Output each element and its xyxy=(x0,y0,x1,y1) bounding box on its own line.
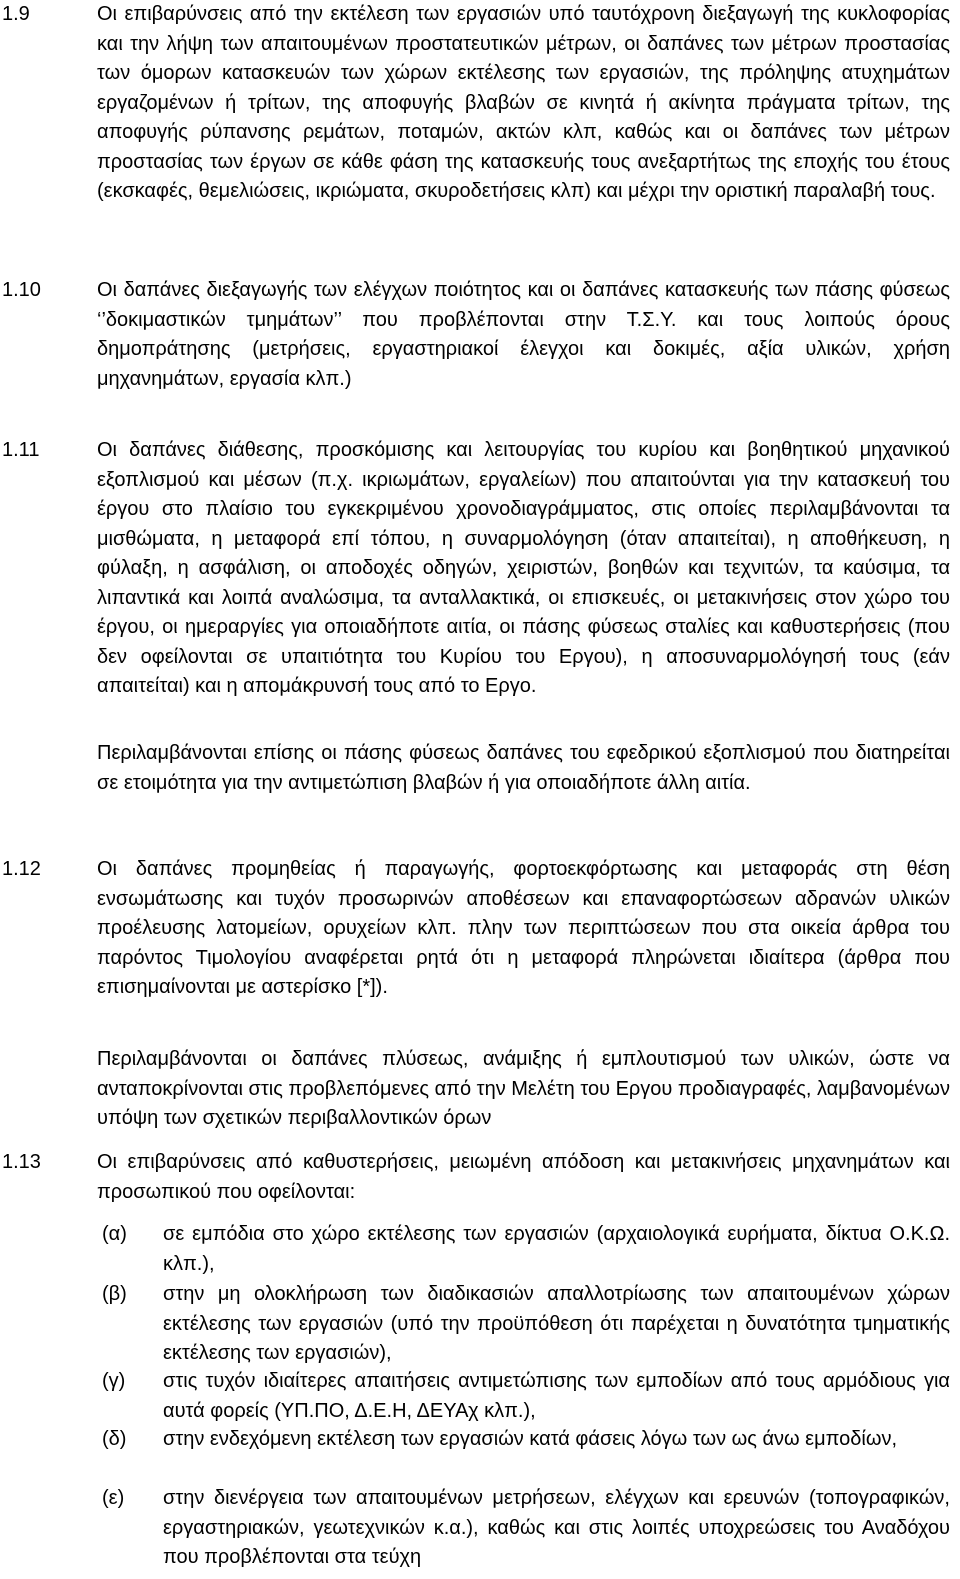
clause-paragraph: Περιλαμβάνονται επίσης οι πάσης φύσεως δαπάνες του εφεδρικού εξοπλισμού που διατηρείται σε ετοιμότητα για την αντιμετώπιση βλαβών ή για οποιαδήποτε άλλη αιτία. xyxy=(97,742,950,794)
clause-paragraph: Οι δαπάνες διάθεσης, προσκόμισης και λειτουργίας του κυρίου και βοηθητικού μηχανικού εξοπλισμού και μέσων (π.χ. ικριωμάτων, εργαλείων) που απαιτούνται για την κατασκευή του έργου στο πλαίσιο του εγκεκριμένου χρονοδιαγράμματος, στις οποίες περιλαμβάνονται τα μισθώματα, η μεταφορά επί τόπου, η συναρμολόγηση (όταν απαιτείται), η αποθήκευση, η φύλαξη, η ασφάλιση, οι αποδοχές οδηγών, χειριστών, βοηθών και τεχνιτών, τα καύσιμα, τα λιπαντικά και λοιπά αναλώσιμα, τα ανταλλακτικά, οι επισκευές, οι μετακινήσεις στον χώρο του έργου, οι ημεραργίες για οποιαδήποτε αιτία, οι πάσης φύσεως σταλίες και καθυστερήσεις (που δεν οφείλονται σε υπαιτιότητα του Κυρίου του Εργου), η αποσυναρμολόγησή τους (εάν απαιτείται) και η απομάκρυνσή τους από το Εργο. xyxy=(97,439,950,697)
clause-paragraph: Περιλαμβάνονται οι δαπάνες πλύσεως, ανάμιξης ή εμπλουτισμού των υλικών, ώστε να ανταποκρίνονται στις προβλεπόμενες από την Μελέτη του Εργου προδιαγραφές, λαμβανομένων υπόψη των σχετικών περιβαλλοντικών όρων xyxy=(97,1048,950,1129)
list-item-text: στην διενέργεια των απαιτουμένων μετρήσεων, ελέγχων και ερευνών (τοπογραφικών, εργαστηριακών, γεωτεχνικών κ.α.), καθώς και στις λοιπές υποχρεώσεις του Αναδόχου που προβλέπονται στα τεύχη xyxy=(163,1487,950,1568)
clause-paragraph: Οι επιβαρύνσεις από την εκτέλεση των εργασιών υπό ταυτόχρονη διεξαγωγή της κυκλοφορίας και την λήψη των απαιτουμένων προστατευτικών μέτρων, οι δαπάνες των μέτρων προστασίας των όμορων κατασκευών των χώρων εκτέλεσης των εργασιών, της πρόληψης ατυχημάτων εργαζομένων ή τρίτων, της αποφυγής βλαβών σε κινητά ή ακίνητα πράγματα τρίτων, της αποφυγής ρύπανσης ρεμάτων, ποταμών, ακτών κλπ, καθώς και οι δαπάνες των μέτρων προστασίας των έργων σε κάθε φάση της κατασκευής τους ανεξαρτήτως της εποχής του έτους (εκσκαφές, θεμελιώσεις, ικριώματα, σκυροδετήσεις κλπ) και μέχρι την οριστική παραλαβή τους. xyxy=(97,3,950,202)
list-item-a xyxy=(97,1220,950,1279)
list-item-c xyxy=(97,1367,950,1426)
list-item-label: (γ) xyxy=(102,1370,126,1392)
list-item-label: (ε) xyxy=(102,1487,125,1509)
list-item-e xyxy=(97,1484,950,1573)
clause-number: 1.13 xyxy=(2,1151,41,1173)
list-item-text: στις τυχόν ιδιαίτερες απαιτήσεις αντιμετώπισης των εμποδίων από τους αρμόδιους για αυτά φορείς (ΥΠ.ΠΟ, Δ.Ε.Η, ΔΕΥΑχ κλπ.), xyxy=(163,1370,950,1422)
clause-paragraph: Οι επιβαρύνσεις από καθυστερήσεις, μειωμένη απόδοση και μετακινήσεις μηχανημάτων και προσωπικού που οφείλονται: xyxy=(97,1151,950,1203)
list-item-label: (α) xyxy=(102,1223,127,1245)
list-item-text: σε εμπόδια στο χώρο εκτέλεσης των εργασιών (αρχαιολογικά ευρήματα, δίκτυα Ο.Κ.Ω. κλπ.), xyxy=(163,1223,950,1275)
list-item-text: στην μη ολοκλήρωση των διαδικασιών απαλλοτρίωσης των απαιτουμένων χώρων εκτέλεσης των εργασιών (υπό την προϋπόθεση ότι παρέχεται η δυνατότητα τμηματικής εκτέλεσης των εργασιών), xyxy=(163,1283,950,1364)
list-item-b xyxy=(97,1280,950,1369)
list-item-label: (δ) xyxy=(102,1428,127,1450)
clause-number: 1.9 xyxy=(2,3,30,25)
clause-paragraph: Οι δαπάνες προμηθείας ή παραγωγής, φορτοεκφόρτωσης και μεταφοράς στη θέση ενσωμάτωσης και τυχόν προσωρινών αποθέσεων και επαναφορτώσεων αδρανών υλικών προέλευσης λατομείων, ορυχείων κλπ. πλην των περιπτώσεων που στα οικεία άρθρα του παρόντος Τιμολογίου αναφέρεται ρητά ότι η μεταφορά πληρώνεται ιδιαίτερα (άρθρα που επισημαίνονται με αστερίσκο [*]). xyxy=(97,858,950,998)
clause-1-10 xyxy=(0,276,950,394)
clause-1-12 xyxy=(0,855,950,1003)
clause-paragraph: Οι δαπάνες διεξαγωγής των ελέγχων ποιότητος και οι δαπάνες κατασκευής των πάσης φύσεως ‘’δοκιμαστικών τμημάτων’’ που προβλέπονται στην Τ.Σ.Υ. και τους λοιπούς όρους δημοπράτησης (μετρήσεις, εργαστηριακοί έλεγχοι και δοκιμές, αξία υλικών, χρήση μηχανημάτων, εργασία κλπ.) xyxy=(97,279,950,390)
clause-number: 1.11 xyxy=(2,439,40,461)
clause-1-9 xyxy=(0,0,950,207)
list-item-label: (β) xyxy=(102,1283,127,1305)
list-item-d xyxy=(97,1425,950,1455)
clause-number: 1.10 xyxy=(2,279,41,301)
list-item-text: στην ενδεχόμενη εκτέλεση των εργασιών κατά φάσεις λόγω των ως άνω εμποδίων, xyxy=(163,1428,898,1450)
clause-1-13 xyxy=(0,1148,950,1207)
clause-number: 1.12 xyxy=(2,858,41,880)
clause-1-11 xyxy=(0,436,950,702)
clause-1-12-continued xyxy=(0,1045,950,1134)
clause-1-11-continued xyxy=(0,739,950,798)
